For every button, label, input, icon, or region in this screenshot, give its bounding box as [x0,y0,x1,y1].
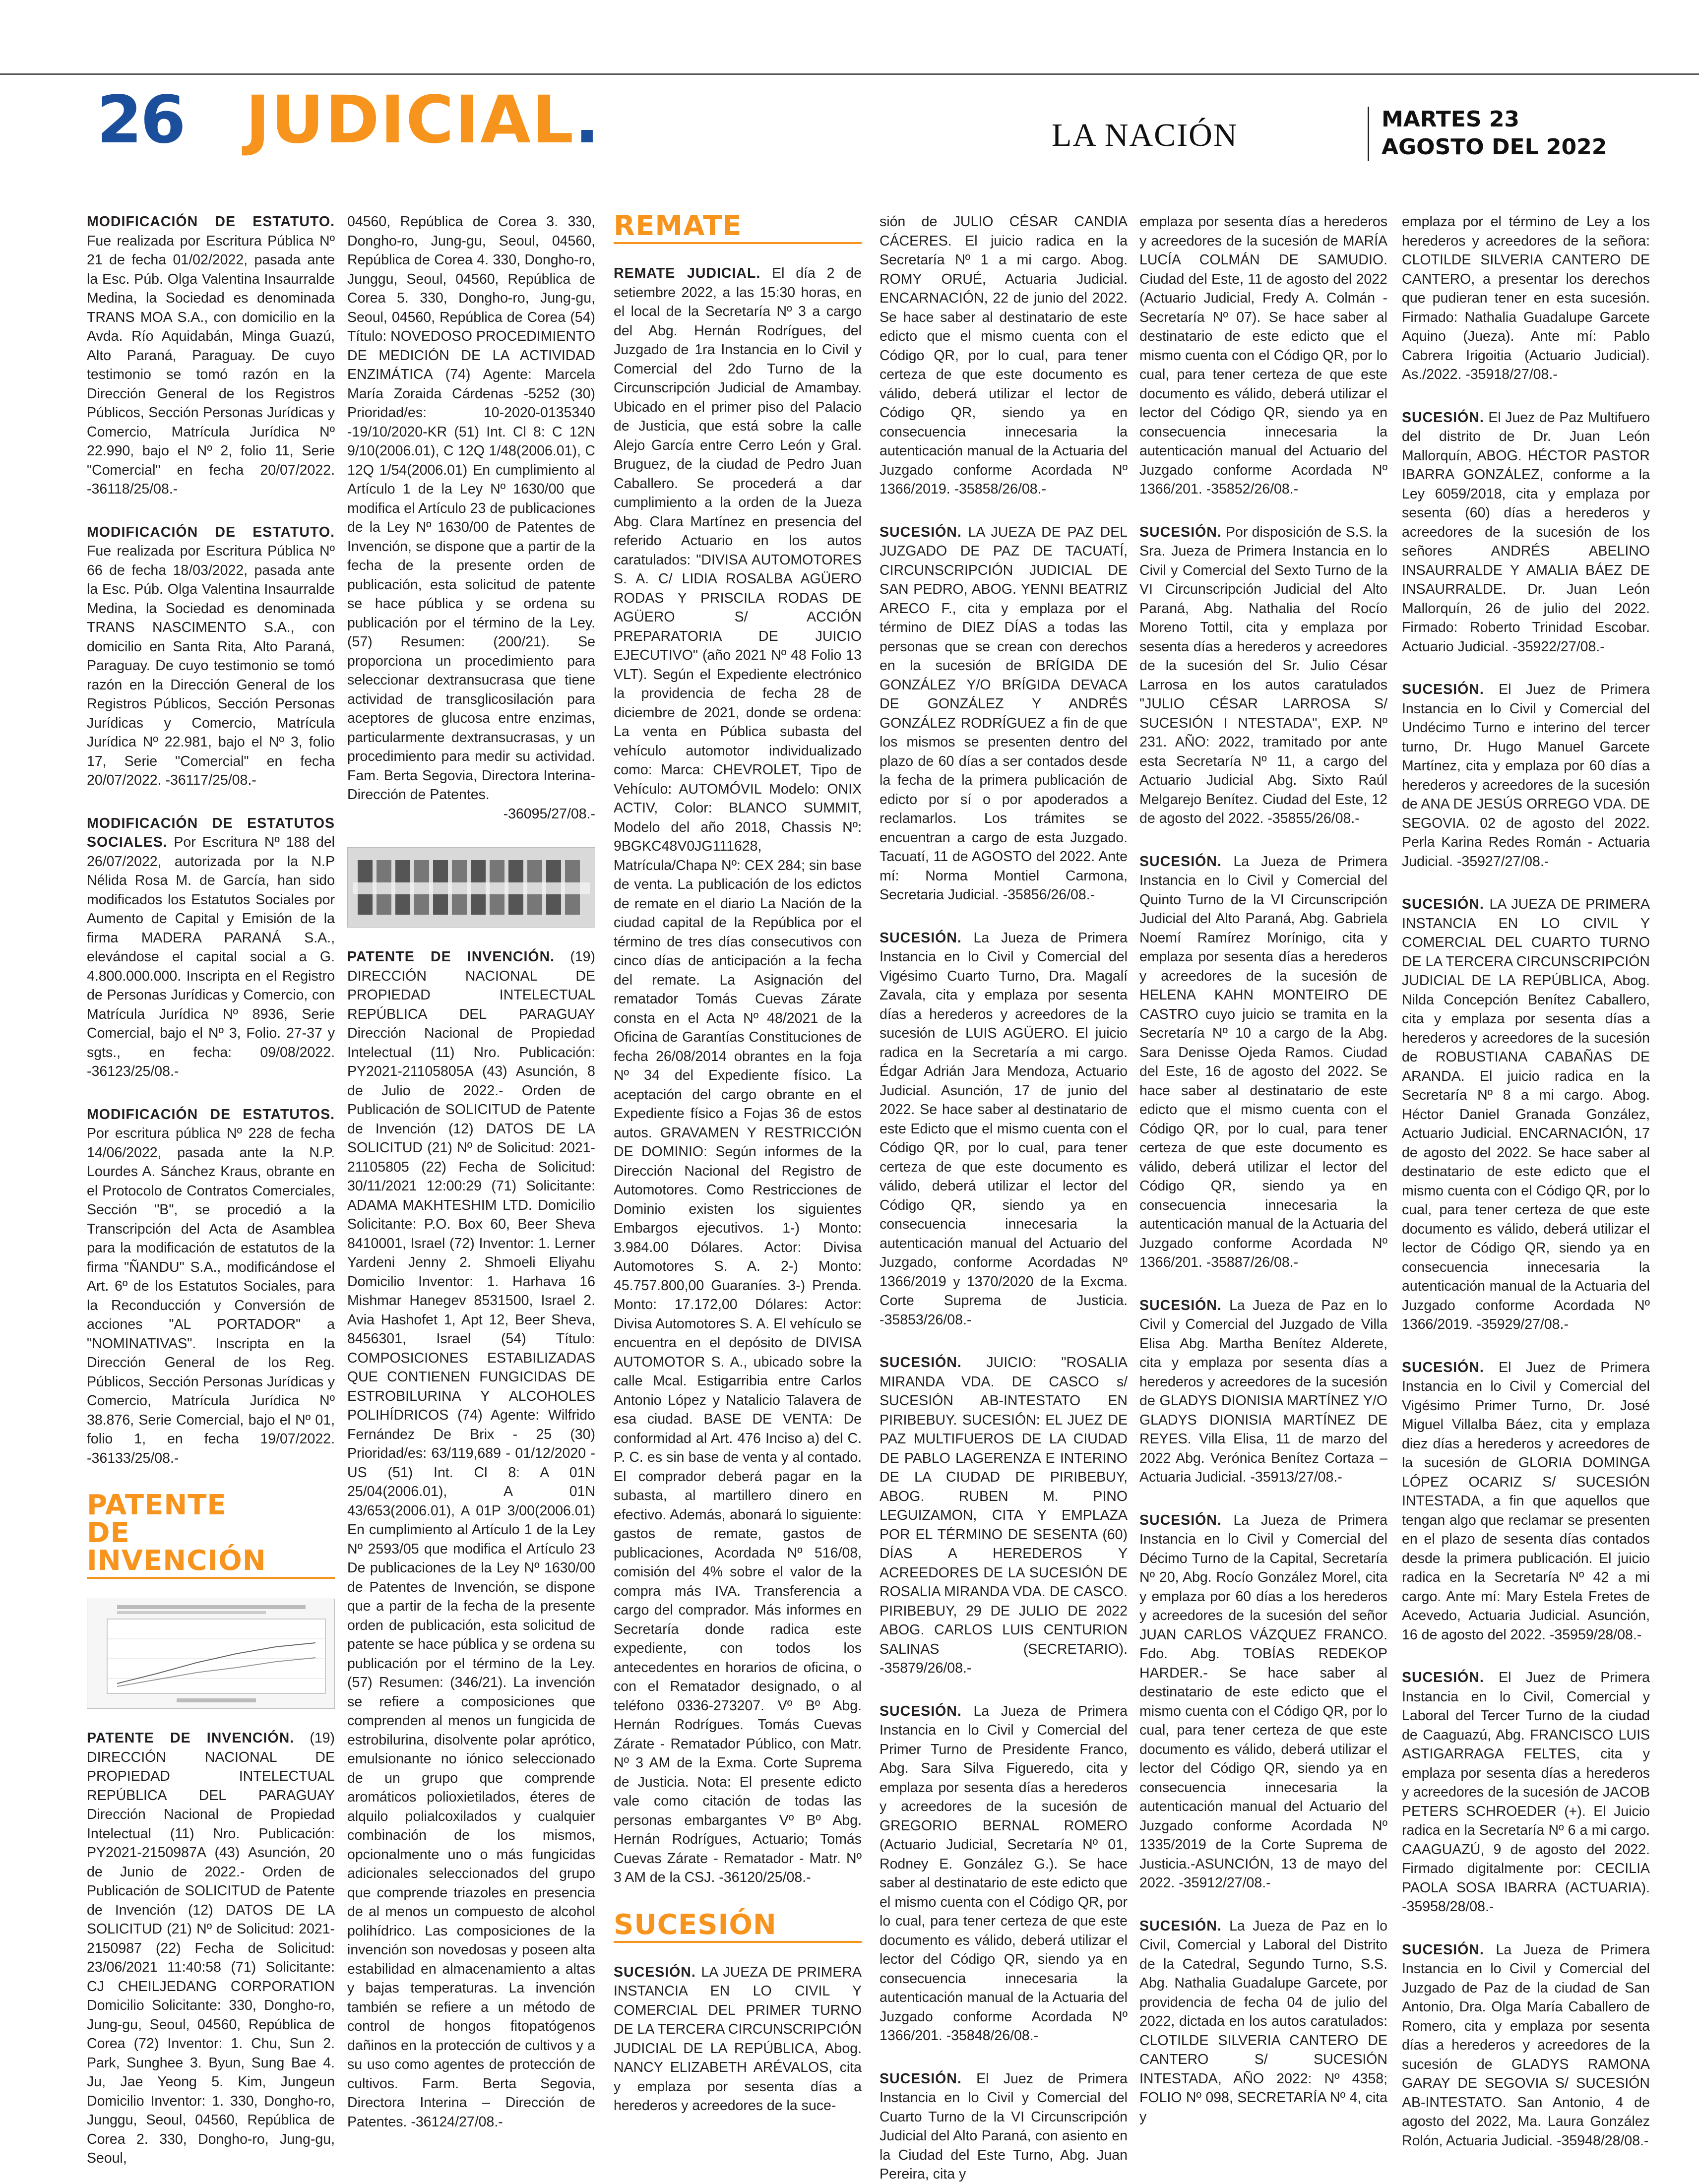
section-heading-text: SUCESIÓN [614,1908,777,1941]
section-heading-sucesion [614,1908,862,1943]
notice-ref: -35856/26/08.- [1003,887,1095,903]
notice-ref: -35912/27/08.- [1179,1875,1271,1891]
notice [1402,895,1650,1334]
patent-chart-graphic [87,1599,334,1708]
notice-heading: PATENTE DE INVENCIÓN. [87,1730,295,1746]
notice-heading: SUCESIÓN. [880,1355,962,1371]
notice [1402,1358,1650,1645]
notice-heading: SUCESIÓN. [1402,409,1484,426]
notice-body: Fue realizada por Escritura Pública Nº 21 de fecha 01/02/2022, pasada ante la Esc. Púb. Olga Valentina Insaurralde Medina, la Sociedad es denominada TRANS MOA S.A., con domicilio en la Avda. Río Aquidabán, Minga Guazú, Alto Paraná, Paraguay. De cuyo testimonio se tomó razón en la Dirección General de los Registros Públicos, Sección Personas Jurídicas y Comercio, Matrícula Jurídica Nº 22.990, bajo el Nº 2, folio 11, Serie "Comercial" en fecha 20/07/2022. [87,233,335,478]
notice-body: La Jueza de Primera Instancia en lo Civil y Comercial del Décimo Turno de la Capital, Secretaría Nº 20, Abg. Rocío González Morel, cita y emplaza por 60 días a los herederos y acreedores de la sucesión del señor JUAN CARLOS VÁZQUEZ FRANCO. Fdo. Abg. TOBÍAS REDEKOP HARDER.- Se hace saber al destinatario de este edicto que el mismo cuenta con el Código QR, por lo cual, para tener certeza de que este documento es válido, deberá utilizar el lector del Código QR, siendo ya en consecuencia innecesaria la autenticación manual del Actuario del Juzgado conforme Acordada Nº 1335/2019 de la Corte Suprema de Justicia.-ASUNCIÓN, 13 de mayo del 2022. [1139,1512,1387,1891]
header-separator [1368,107,1369,161]
notice-heading: SUCESIÓN. [880,930,962,946]
notice-body: El día 2 de setiembre 2022, a las 15:30 horas, en el local de la Secretaría Nº 3 a cargo del Abg. Hernán Rodrígues, del Juzgado de 1ra Instancia en lo Civil y Comercial del 2do Turno de la Circunscripción Judicial de Amambay. Ubicado en el primer piso del Palacio de Justicia, que está sobre la calle Alejo García entre Cerro León y Gral. Bruguez, de la ciudad de Pedro Juan Caballero. Se procederá a dar cumplimiento a la orden de la Jueza Abg. Clara Martínez en presencia del referido Actuario en los autos caratulados: "DIVISA AUTOMOTORES S. A. C/ LIDIA ROSALBA AGÜERO RODAS Y PRISCILA RODAS DE AGÜERO S/ ACCIÓN PREPARATORIA DE JUICIO EJECUTIVO" (año 2021 Nº 48 Folio 13 VLT). Según el Expediente electrónico la providencia de fecha 28 de diciembre de 2021, donde se ordena: La venta en Pública subasta del vehículo automotor individualizado como: Marca: CHEVROLET, Tipo de Vehículo: AUTOMÓVIL Modelo: ONIX ACTIV, Color: BLANCO SUMMIT, Modelo del año 2018, Chassis Nº: 9BGKC48V0JG111628, Matrícula/Chapa Nº: CEX 284; sin base de venta. La publicación de los edictos de remate en el diario La Nación de la ciudad capital de la República por el término de tres días consecutivos con cinco días de anticipación a la fecha del remate. La Asignación del rematador Tomás Cuevas Zárate consta en el Acta Nº 48/2021 de la Oficina de Garantías Constituciones de fecha 26/08/2014 obrantes en la foja Nº 34 del Expediente físico. La aceptación del cargo obrante en el Expediente físico a Fojas 36 de estos autos. GRAVAMEN Y RESTRICCIÓN DE DOMINIO: Según informes de la Dirección Nacional del Registro de Automotores. Como Restricciones de Dominio existen los siguientes Embargos ejecutivos. 1-) Monto: 3.984.00 Dólares. Actor: Divisa Automotores S. A. 2-) Monto: 45.757.800,00 Guaraníes. 3-) Prenda. Monto: 17.172,00 Dólares: Actor: Divisa Automotores S. A. El vehículo se encuentra en el depósito de DIVISA AUTOMOTOR S. A., ubicado sobre la calle Mcal. Estigarribia entre Carlos Antonio López y Natalicio Talavera de esa ciudad. BASE DE VENTA: De conformidad al Art. 476 Inciso a) del C. P. C. es sin base de venta y al contado. El comprador deberá pagar en la subasta, al martillero dinero en efectivo. Además, abonará lo siguiente: gastos de remate, gastos de publicaciones, Acordada Nº 516/08, comisión del 4% sobre el valor de la compra más IVA. Transferencia a cargo del comprador. Más informes en Secretaría donde radica este expediente, con todos los antecedentes en horarios de oficina, o con el Rematador designado, o al teléfono 0336-273207. Vº Bº Abg. Hernán Rodrígues. Tomás Cuevas Zárate - Rematador Público, con Matr. Nº 3 AM de la Exma. Corte Suprema de Justicia. Nota: El presente edicto vale como citación de todas las personas embargantes Vº Bº Abg. Hernán Rodrígues, Actuario; Tomás Cuevas Zárate - Rematador - Matr. Nº 3 AM de la CSJ. [614,265,862,1885]
notice-body: Fue realizada por Escritura Pública Nº 66 de fecha 18/03/2022, pasada ante la Esc. Púb. Olga Valentina Insaurralde Medina, la Sociedad es denominada TRANS NASCIMENTO S.A., con domicilio en Santa Rita, Alto Paraná, Paraguay. De cuyo testimonio se tomó razón en la Dirección General de los Registros Públicos, Sección Personas Jurídicas y Comercio, Matrícula Jurídica Nº 22.981, bajo el Nº 3, folio 17, Serie "Comercial" en fecha 20/07/2022. [87,543,335,788]
section-heading-text: PATENTE DE INVENCIÓN [87,1489,266,1577]
notice-body: El Juez de Primera Instancia en lo Civil y Comercial del Cuarto Turno de la VI Circunscripción Judicial del Alto Paraná, con asiento en la Ciudad del Este Turno, Abg. Juan Pereira, cita y [880,2070,1128,2182]
notice [1139,1296,1387,1487]
notice-body: (19) DIRECCIÓN NACIONAL DE PROPIEDAD INTELECTUAL REPÚBLICA DEL PARAGUAY Dirección Nacional de Propiedad Intelectual (11) Nro. Publicación: PY2021-2150987A (43) Asunción, 20 de Junio de 2022.- Orden de Publicación de SOLICITUD de Patente de Invención (12) DATOS DE LA SOLICITUD (21) Nº de Solicitud: 2021-2150987 (22) Fecha de Solicitud: 23/06/2021 11:40:58 (71) Solicitante: CJ CHEILJEDANG CORPORATION Domicilio Solicitante: 330, Dongho-ro, Jung-gu, Seoul, 04560, República de Corea (72) Inventor: 1. Chu, Sun 2. Park, Sunghee 3. Byun, Sung Bae 4. Ju, Jae Yeong 5. Kim, Jungeun Domicilio Inventor: 1. 330, Dongho-ro, Junggu, Seoul, 04560, República de Corea 2. 330, Dongho-ro, Jung-gu, Seoul, [87,1730,335,2166]
newspaper-name: LA NACIÓN [1052,117,1238,153]
section-title [246,82,600,158]
notice-heading: SUCESIÓN. [880,1703,962,1719]
column-5 [1139,212,1387,2126]
notice-continued [1402,212,1650,384]
column-2 [347,212,595,2131]
notice-body: sión de JULIO CÉSAR CANDIA CÁCERES. El juicio radica en la Secretaría Nº 1 a mi cargo. Abog. ROMY ORUÉ, Actuaria Judicial. ENCARNACIÓN, 22 de junio del 2022. Se hace saber al destinatario de este edicto que el mismo cuenta con el Código QR, por lo cual, para tener certeza de que este documento es válido, deberá utilizar el lector de Código QR, siendo ya en consecuencia innecesaria la autenticación manual de la Actuaria del Juzgado conforme Acordada Nº 1366/2019. [880,214,1128,497]
notice-ref: -35913/27/08.- [1250,1469,1342,1485]
notice-body: La Jueza de Primera Instancia en lo Civil y Comercial del Vigésimo Cuarto Turno, Dra. Magalí Zavala, cita y emplaza por sesenta días a herederos y acreedores de la sucesión de LUIS AGÜERO. El juicio radica en la Secretaría a mi cargo. Édgar Adrián Jara Mendoza, Actuario Judicial. Asunción, 17 de junio del 2022. Se hace saber al destinatario de este Edicto que el mismo cuenta con el Código QR, por lo cual, para tener certeza de que este documento es válido, deberá utilizar el lector del Código QR, siendo ya en consecuencia innecesaria la autenticación manual del Actuario del Juzgado, conforme Acordadas Nº 1366/2019 y 1370/2020 de la Excma. Corte Suprema de Justicia. [880,930,1128,1309]
notice-heading: SUCESIÓN. [880,2070,962,2087]
notice-body: emplaza por el término de Ley a los herederos y acreedores de la señora: CLOTILDE SILVERIA CANTERO DE CANTERO, a presentar los derechos que pudieran tener en esta sucesión. Firmado: Nathalia Guadalupe Garcete Aquino (Jueza). Ante mí: Pablo Cabrera Irigoitia (Actuario Judicial). As./2022. [1402,214,1650,382]
notice-heading: MODIFICACIÓN DE ESTATUTO. [87,524,335,540]
notice-heading: SUCESIÓN. [880,524,962,540]
notice-heading: SUCESIÓN. [1402,896,1484,912]
notice-heading: SUCESIÓN. [1139,1297,1222,1313]
notice [1139,1917,1387,2127]
notice-heading: SUCESIÓN. [1139,1512,1222,1528]
notice-ref: -35929/27/08.- [1476,1316,1569,1332]
notice-body: LA JUEZA DE PRIMERA INSTANCIA EN LO CIVIL Y COMERCIAL DEL PRIMER TURNO DE LA TERCERA CIRCUNSCRIPCIÓN JUDICIAL DE LA REPÚBLICA, Abog. NANCY ELIZABETH ARÉVALOS, cita y emplaza por sesenta días a herederos y acreedores de la suce- [614,1964,862,2114]
notice-body: La Jueza de Primera Instancia en lo Civil y Comercial del Primer Turno de Presidente Franco, Abg. Sara Silva Figueredo, cita y emplaza por sesenta días a herederos y acreedores de la sucesión de GREGORIO BERNAL ROMERO (Actuario Judicial, Secretaría Nº 01, Rodney E. González G.). Se hace saber al destinatario de este edicto que el mismo cuenta con el Código QR, por lo cual, para tener certeza de que este documento es válido, deberá utilizar el lector del Código QR, siendo ya en consecuencia innecesaria la autenticación manual de la Actuaria del Juzgado conforme Acordada Nº 1366/201. [880,1703,1128,2044]
notice [87,1105,335,1468]
notice-ref: -35887/26/08.- [1206,1254,1299,1270]
notice-ref: -36120/25/08.- [719,1870,811,1885]
notice-ref: -35852/26/08.- [1206,481,1299,497]
section-heading-rule [614,242,862,244]
notice [1139,1511,1387,1893]
notice [1402,408,1650,657]
notice-heading: MODIFICACIÓN DE ESTATUTO. [87,214,335,230]
notice-continued [347,212,595,823]
page-header [97,82,1610,160]
notice-ref: -35922/27/08.- [1512,638,1605,655]
notice-ref: -36124/27/08.- [411,2114,503,2130]
notice-body: LA JUEZA DE PAZ DEL JUZGADO DE PAZ DE TACUATÍ, CIRCUNSCRIPCIÓN JUDICIAL DE SAN PEDRO, ABOG. YENNI BEATRIZ ARECO F., cita y emplaza por el término de DIEZ DÍAS a todas las personas que se crean con derechos en la sucesión de BRÍGIDA DE GONZÁLEZ Y/O BRÍGIDA DEVACA DE GONZÁLEZ Y ANDRÉS GONZÁLEZ RODRÍGUEZ a fin de que los mismos se presenten dentro del plazo de 60 días a ser contados desde la fecha de la primera publicación de edicto por sí o por apoderados a reclamarlos. Los trámites se encuentran a cargo de esta Juzgado. Tacuatí, 11 de AGOSTO del 2022. Ante mí: Norma Montiel Carmona, Secretaria Judicial. [880,524,1128,903]
notice [614,1963,862,2116]
notice-continued [1139,212,1387,499]
notice [880,929,1128,1330]
notice-ref: -36095/27/08.- [503,806,595,822]
notice-ref: -35858/26/08.- [954,481,1046,497]
notice-ref: -35927/27/08.- [1456,853,1549,870]
notice-body: El Juez de Primera Instancia en lo Civil y Comercial del Undécimo Turno e interino del tercer turno, Dr. Hugo Manuel Garcete Martínez, cita y emplaza por 60 días a herederos y acreedores de la sucesión de ANA DE JESÚS ORREGO VDA. DE SEGOVIA. 02 de agosto del 2022. Perla Karina Redes Román - Actuaria Judicial. [1402,682,1650,870]
notice-ref: -35948/28/08.- [1557,2132,1649,2149]
notice-body: LA JUEZA DE PRIMERA INSTANCIA EN LO CIVIL Y COMERCIAL DEL CUARTO TURNO DE LA TERCERA CIRCUNSCRIPCIÓN JUDICIAL DE LA REPÚBLICA, Abog. Nilda Concepción Benítez Caballero, cita y emplaza por sesenta días a herederos y acreedores de la sucesión de ROBUSTIANA CABAÑAS DE ARANDA. El juicio radica en la Secretaría Nº 8 a mi cargo. Abog. Héctor Daniel Granada González, Actuario Judicial. ENCARNACIÓN, 17 de agosto del 2022. Se hace saber al destinatario de este edicto que el mismo cuenta con el Código QR, por lo cual, para tener certeza de que este documento es válido, deberá utilizar el lector de Código QR, siendo ya en consecuencia innecesaria la autenticación manual de la Actuaria del Juzgado conforme Acordada Nº 1366/2019. [1402,896,1650,1332]
vials-image [347,847,595,928]
patent-chart-figure [87,1599,335,1709]
notice-body: Por escritura pública Nº 228 de fecha 14/06/2022, pasada ante la N.P. Lourdes A. Sánchez Kraus, obrante en el Protocolo de Contratos Comerciales, Sección "B", se procedió a la Transcripción del Acta de Asamblea para la modificación de estatutos de la firma "ÑANDU" S.A., modificándose el Art. 6º de los Estatutos Sociales, para la Reconducción y Conversión de acciones "AL PORTADOR" a "NOMINATIVAS". Inscripta en la Dirección General de los Reg. Públicos, Sección Personas Jurídicas y Comercio, Matrícula Jurídica Nº 38.876, Serie Comercial, bajo el Nº 01, folio 1, en fecha 19/07/2022. [87,1125,335,1447]
notice [614,264,862,1887]
notice-ref: -36133/25/08.- [87,1450,179,1466]
column-3 [614,212,862,2116]
notice [87,814,335,1081]
notice-ref: -35855/26/08.- [1267,811,1360,826]
notice-ref: -35958/28/08.- [1402,1899,1494,1915]
page-number: 26 [97,82,184,158]
notice [87,212,335,499]
notice-body: El Juez de Paz Multifuero del distrito de Dr. Juan León Mallorquín, ABOG. HÉCTOR PASTOR IBARRA GONZÁLEZ, conforme a la Ley 6059/2018, cita y emplaza por sesenta (60) días a herederos y acreedores de la sucesión de los señores ANDRÉS ABELINO INSAURRALDE Y AMALIA BÁEZ DE INSAURRALDE. Dr. Juan León Mallorquín, 26 de julio del 2022. Firmado: Roberto Trinidad Escobar. Actuario Judicial. [1402,409,1650,655]
notice-body: Por disposición de S.S. la Sra. Jueza de Primera Instancia en lo Civil y Comercial del Sexto Turno de la VI Circunscripción Judicial del Alto Paraná, Abg. Nathalia del Rocío Moreno Tottil, cita y emplaza por sesenta días a herederos y acreedores de la sucesión del Sr. Julio César Larrosa en los autos caratulados "JULIO CÉSAR LARROSA S/ SUCESIÓN I NTESTADA", EXP. Nº 231. AÑO: 2022, tramitado por ante esta Secretaría Nº 11, a cargo del Actuario Judicial Abg. Sixto Raúl Melgarejo Benítez. Ciudad del Este, 12 de agosto del 2022. [1139,524,1387,826]
notice-ref: -35853/26/08.- [880,1311,972,1328]
notice-heading: REMATE JUDICIAL. [614,265,761,281]
issue-date-month: AGOSTO DEL 2022 [1382,134,1607,160]
notice [1402,1940,1650,2151]
notice [880,1353,1128,1678]
notice-ref: -35959/28/08.- [1549,1626,1642,1643]
notice-ref: -35848/26/08.- [946,2028,1039,2044]
notice-heading: SUCESIÓN. [1402,1359,1484,1375]
notice-body: La Jueza de Paz en lo Civil y Comercial del Juzgado de Villa Elisa Abg. Martha Benítez Alderete, cita y emplaza por sesenta días a herederos y acreedores de la sucesión de GLADYS DIONISIA MARTÍNEZ Y/O GLADYS DIONISIA MARTÍNEZ DE REYES. Villa Elisa, 11 de marzo del 2022 Abg. Verónica Benítez Cortaza – Actuaria Judicial. [1139,1297,1387,1485]
notice [880,2069,1128,2184]
notice-heading: SUCESIÓN. [614,1964,696,1980]
notice-body: La Jueza de Primera Instancia en lo Civil y Comercial del Juzgado de Paz de la ciudad de San Antonio, Dra. Olga María Caballero de Romero, cita y emplaza por sesenta días a herederos y acreedores de la sucesión de GLADYS RAMONA GARAY DE SEGOVIA S/ SUCESIÓN AB-INTESTATO. San Antonio, 4 de agosto del 2022, Ma. Laura González Rolón, Actuaria Judicial. [1402,1941,1650,2149]
section-dot: . [574,82,601,158]
notice-continued [880,212,1128,499]
section-heading-rule [87,1577,335,1579]
notice [1402,680,1650,871]
notice [1139,852,1387,1272]
column-1 [87,212,335,2168]
notice-body: La Jueza de Primera Instancia en lo Civil y Comercial del Quinto Turno de la VI Circunscripción Judicial del Alto Paraná, Abg. Gabriela Noemí Ramírez Morínigo, cita y emplaza por sesenta días a herederos y acreedores de la sucesión de HELENA KAHN MONTEIRO DE CASTRO cuyo juicio se tramita en la Secretaría Nº 10 a cargo de la Abg. Sara Denisse Ojeda Ramos. Ciudad del Este, 16 de agosto del 2022. Se hace saber al destinatario de este edicto que el mismo cuenta con el Código QR, por lo cual, para tener certeza de que este documento es válido, deberá utilizar el lector del Código QR, siendo ya en consecuencia innecesaria la autenticación manual de la Actuaria del Juzgado conforme Acordada Nº 1366/201. [1139,853,1387,1270]
notice-ref: -35918/27/08.- [1465,367,1558,382]
notice-body: La Jueza de Paz en lo Civil, Comercial y Laboral del Distrito de la Catedral, Segundo Turno, S.S. Abg. Nathalia Guadalupe Garcete, por providencia de fecha 04 de julio del 2022, dictada en los autos caratulados: CLOTILDE SILVERIA CANTERO DE CANTERO S/ SUCESIÓN INTESTADA, AÑO 2022: Nº 4358; FOLIO Nº 098, SECRETARÍA Nº 4, cita y [1139,1918,1387,2125]
section-heading-patente [87,1489,335,1579]
notice-heading: PATENTE DE INVENCIÓN. [347,949,555,965]
notice-body: 04560, República de Corea 3. 330, Dongho-ro, Jung-gu, Seoul, 04560, República de Corea 4. 330, Dongho-ro, Junggu, Seoul, 04560, República de Corea 5. 330, Dongho-ro, Jung-gu, Seoul, 04560, República de Corea (54) Título: NOVEDOSO PROCEDIMIENTO DE MEDICIÓN DE LA ACTIVIDAD ENZIMÁTICA (74) Agente: Marcela María Zoraida Cárdenas -5252 (30) Prioridad/es: 10-2020-0135340 -19/10/2020-KR (51) Int. Cl 8: C 12N 9/10(2006.01), C 12Q 1/48(2006.01), C 12Q 1/54(2006.01) En cumplimiento al Artículo 1 de la Ley Nº 1630/00 que modifica el Artículo 23 de publicaciones de la Ley Nº 1630/00 de Patentes de Invención, se dispone que a partir de la fecha de la presente orden de publicación, esta solicitud de patente se hace pública y se ordena su publicación por el término de la Ley. (57) Resumen: (200/21). Se proporciona un procedimiento para seleccionar dextransucrasa que tiene actividad de transglicosilación para aceptores de glucosa entre enzimas, particularmente dextransucrasas, y un procedimiento para medir su actividad. Fam. Berta Segovia, Directora Interina- Dirección de Patentes. [347,214,595,803]
notice-ref: -36123/25/08.- [87,1063,179,1079]
notice [87,1729,335,2168]
notice-body: JUICIO: "ROSALIA MIRANDA VDA. DE CASCO s/ SUCESIÓN AB-INTESTATO EN PIRIBEBUY. SUCESIÓN: EL JUEZ DE PAZ MULTIFUEROS DE LA CIUDAD DE PABLO LAGERENZA E INTERINO DE LA CIUDAD DE PIRIBEBUY, ABOG. RUBEN M. PINO LEGUIZAMON, CITA Y EMPLAZA POR EL TÉRMINO DE SESENTA (60) DÍAS A HEREDEROS Y ACREEDORES DE LA SUCESIÓN DE ROSALIA MIRANDA VDA. DE CASCO. PIRIBEBUY, 29 DE JULIO DE 2022 ABOG. CARLOS LUIS CENTURION SALINAS (SECRETARIO). [880,1355,1128,1657]
notice-heading: MODIFICACIÓN DE ESTATUTOS. [87,1106,335,1123]
header-rule [0,73,1699,75]
notice [87,523,335,790]
issue-date [1382,106,1607,161]
column-6 [1402,212,1650,2150]
notice-body: Por Escritura Nº 188 del 26/07/2022, autorizada por la N.P Nélida Rosa M. de García, han sido modificados los Estatutos Sociales por Aumento de Capital y Emisión de la firma MADERA PARANÁ S.A., elevándose el capital social a G. 4.800.000.000. Inscripta en el Registro de Personas Jurídicas y Comercio, con Matrícula Jurídica Nº 8936, Serie Comercial, bajo el Nº 3, Folio. 27-37 y sgts., en fecha: 09/08/2022. [87,834,335,1061]
notice [880,1702,1128,2046]
notice [1139,523,1387,828]
vials-photo [348,848,595,927]
notice-heading: SUCESIÓN. [1139,853,1222,870]
column-4 [880,212,1128,2184]
issue-date-day: MARTES 23 [1382,107,1520,132]
section-heading-text: REMATE [614,210,742,242]
notice-body: El Juez de Primera Instancia en lo Civil y Comercial del Vigésimo Primer Turno, Dr. José Miguel Villalba Báez, cita y emplaza diez días a herederos y acreedores de la sucesión de GLORIA DOMINGA LÓPEZ OCARIZ S/ SUCESIÓN INTESTADA, a fin que aquellos que tengan algo que reclamar se presenten en el plazo de sesenta días contados desde la primera publicación. El juicio radica en la Secretaría Nº 42 a mi cargo. Ante mí: Mary Estela Fretes de Acevedo, Actuaria Judicial. Asunción, 16 de agosto del 2022. [1402,1359,1650,1643]
section-name: JUDICIAL [246,82,575,158]
notice-body: emplaza por sesenta días a herederos y acreedores de la sucesión de MARÍA LUCÍA COLMÁN DE SAMUDIO. Ciudad del Este, 11 de agosto del 2022 (Actuario Judicial, Fredy A. Colmán - Secretaría Nº 07). Se hace saber al destinatario de este edicto que el mismo cuenta con el Código QR, por lo cual, para tener certeza de que este documento es válido, deberá utilizar el lector del Código QR, siendo ya en consecuencia innecesaria la autenticación manual del Actuario del Juzgado conforme Acordada Nº 1366/201. [1139,214,1387,497]
notice-ref: -36118/25/08.- [87,481,178,497]
notice [347,947,595,2131]
notice-ref: -35879/26/08.- [880,1660,972,1676]
notice [880,523,1128,905]
section-heading-rule [614,1941,862,1943]
notice-body: El Juez de Primera Instancia en lo Civil, Comercial y Laboral del Tercer Turno de la ciudad de Caaguazú, Abg. FRANCISCO LUIS ASTIGARRAGA FELTES, cita y emplaza por sesenta días a herederos y acreedores de la sucesión de JACOB PETERS SCHROEDER (+). El Juicio radica en la Secretaría Nº 6 a mi cargo. CAAGUAZÚ, 9 de agosto del 2022. Firmado digitalmente por: CECILIA PAOLA SOSA IBARRA (ACTUARIA). [1402,1670,1650,1896]
notice-heading: SUCESIÓN. [1402,1670,1484,1685]
notice [1402,1668,1650,1917]
notice-heading: SUCESIÓN. [1402,1941,1484,1958]
notice-heading: SUCESIÓN. [1139,524,1222,540]
notice-heading: MODIFICACIÓN DE ESTATUTOS SOCIALES. [87,815,335,850]
notice-body: (19) DIRECCIÓN NACIONAL DE PROPIEDAD INTELECTUAL REPÚBLICA DEL PARAGUAY Dirección Nacional de Propiedad Intelectual (11) Nro. Publicación: PY2021-21105805A (43) Asunción, 8 de Julio de 2022.- Orden de Publicación de SOLICITUD de Patente de Invención (12) DATOS DE LA SOLICITUD (21) Nº de Solicitud: 2021-21105805 (22) Fecha de Solicitud: 30/11/2021 12:00:29 (71) Solicitante: ADAMA MAKHTESHIM LTD. Domicilio Solicitante: P.O. Box 60, Beer Sheva 8410001, Israel (72) Inventor: 1. Lerner Yardeni Jenny 2. Shmoeli Eliyahu Domicilio Inventor: 1. Harhava 16 Mishmar Hanegev 8531500, Israel 2. Avia Hashofet 1, Apt 12, Beer Sheva, 8456301, Israel (54) Título: COMPOSICIONES ESTABILIZADAS QUE CONTIENEN FUNGICIDAS DE ESTROBILURINA Y ALCOHOLES POLIHÍDRICOS (74) Agente: Wilfrido Fernández De Brix - 25 (30) Prioridad/es: 63/119,689 - 01/12/2020 - US (51) Int. Cl 8: A 01N 25/04(2006.01), A 01N 43/653(2006.01), A 01P 3/00(2006.01) En cumplimiento al Artículo 1 de la Ley Nº 2593/05 que modifica el Artículo 23 De publicaciones de la Ley Nº 1630/00 de Patentes de Invención, se dispone que a partir de la fecha de la presente orden de publicación, esta solicitud de patente se hace pública y se ordena su publicación por el término de la Ley. (57) Resumen: (346/21). La invención se refiere a composiciones que comprenden al menos un fungicida de estrobilurina, disolvente polar aprótico, emulsionante no iónico seleccionado de un grupo que comprende aromáticos polioxietilados, éteres de alquilo polialcoxilados y cualquier combinación de los mismos, opcionalmente uno o más fungicidas adicionales seleccionados del grupo que comprende triazoles en presencia de al menos un compuesto de alcohol polihídrico. Las composiciones de la invención son novedosas y poseen alta estabilidad en almacenamiento a altas y bajas temperaturas. La invención también se refiere a un método de control de hongos fitopatógenos dañinos en la protección de cultivos y a su uso como agentes de protección de cultivos. Farm. Berta Segovia, Directora Interina – Dirección de Patentes. [347,949,596,2130]
section-heading-remate [614,212,862,244]
notice-ref: -36117/25/08.- [165,772,256,788]
notice-heading: SUCESIÓN. [1402,682,1484,697]
notice-heading: SUCESIÓN. [1139,1918,1222,1934]
